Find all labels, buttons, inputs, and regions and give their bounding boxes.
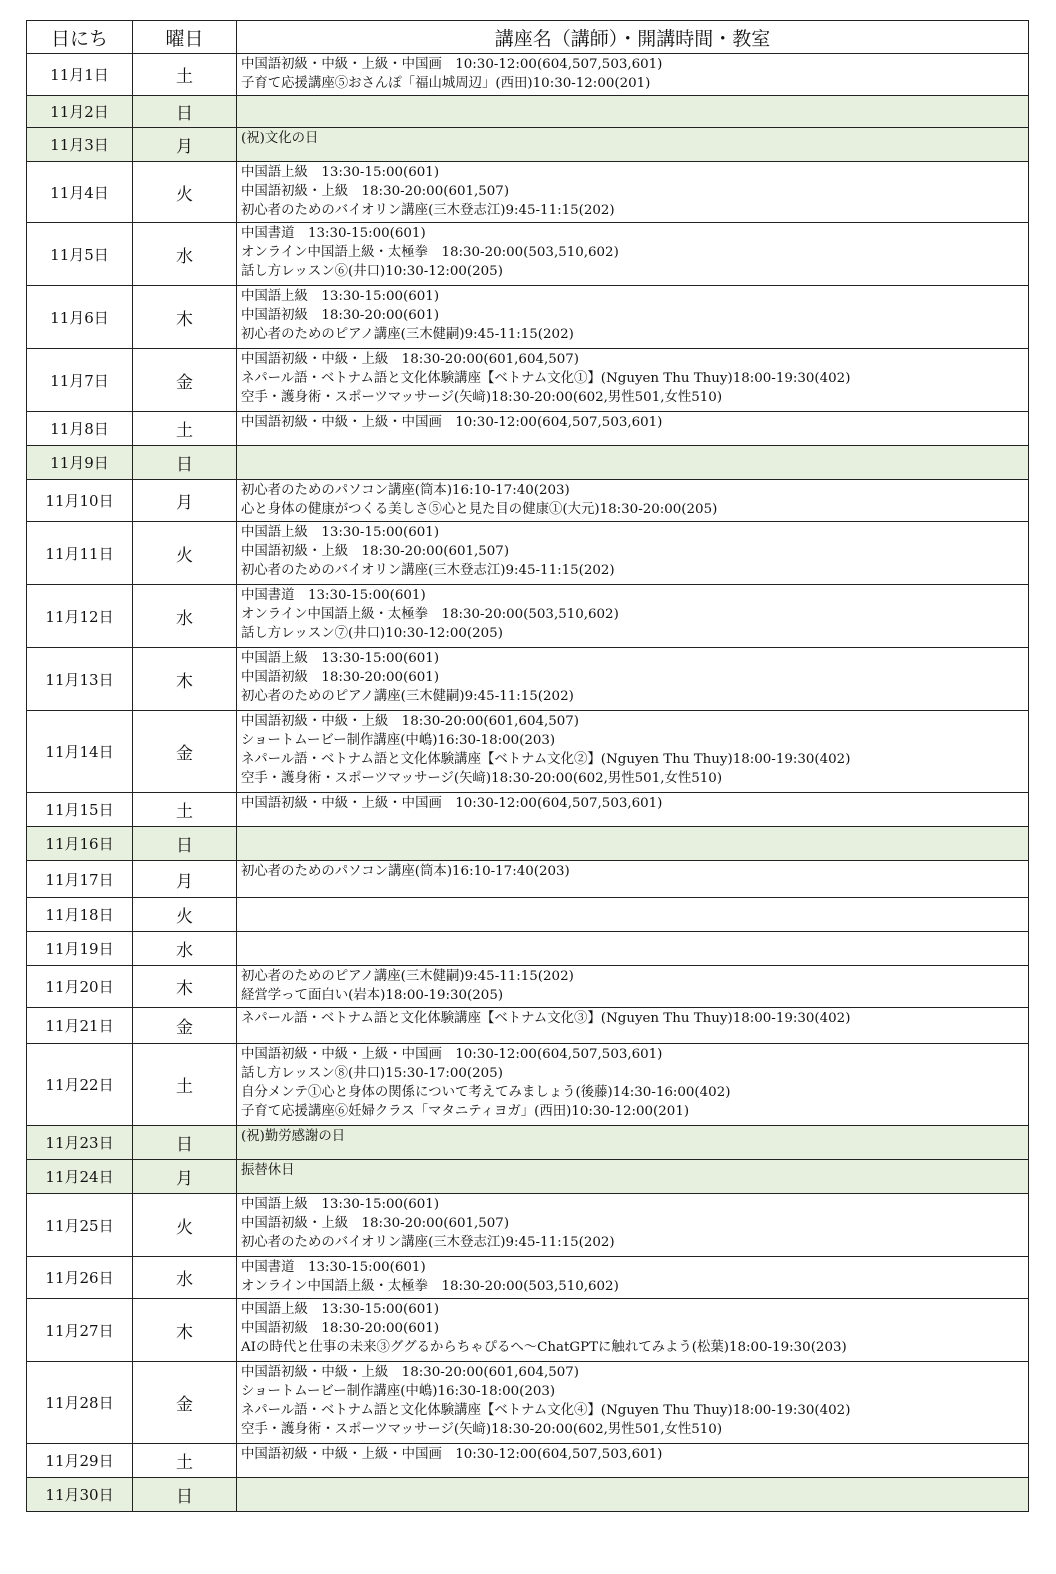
courses-cell [237,1008,1029,1044]
course-entry: 中国語初級・中級・上級・中国画 10:30-12:00(604,507,503,601) [241,796,663,811]
date-cell: 11月21日 [27,1008,133,1044]
courses-cell [237,480,1029,522]
weekday-cell: 木 [133,1299,237,1362]
date-cell: 11月26日 [27,1257,133,1299]
date-cell: 11月22日 [27,1044,133,1126]
course-entry: 初心者のためのパソコン講座(筒本)16:10-17:40(203) [241,483,570,498]
courses-cell [237,128,1029,162]
date-cell: 11月15日 [27,793,133,827]
date-cell: 11月23日 [27,1126,133,1160]
date-cell: 11月24日 [27,1160,133,1194]
date-cell: 11月4日 [27,162,133,223]
courses-cell [237,861,1029,898]
course-entry: 中国語上級 13:30-15:00(601) [241,1197,440,1212]
date-cell: 11月17日 [27,861,133,898]
course-entry: ネパール語・ベトナム語と文化体験講座【ベトナム文化③】(Nguyen Thu Thuy)18:00-19:30(402) [241,1011,851,1026]
date-cell: 11月29日 [27,1444,133,1478]
courses-cell [237,827,1029,861]
weekday-cell: 火 [133,898,237,932]
courses-cell [237,1362,1029,1444]
weekday-cell: 月 [133,861,237,898]
course-entry: 話し方レッスン⑦(井口)10:30-12:00(205) [241,626,503,641]
weekday-cell: 日 [133,96,237,128]
weekday-cell: 金 [133,349,237,412]
schedule-row [27,1299,1029,1362]
courses-cell [237,1444,1029,1478]
course-entry: 中国語初級・中級・上級・中国画 10:30-12:00(604,507,503,601) [241,1047,663,1062]
weekday-cell: 土 [133,412,237,446]
schedule-row [27,522,1029,585]
weekday-cell: 日 [133,1478,237,1512]
course-entry: 中国語初級・中級・上級・中国画 10:30-12:00(604,507,503,601) [241,57,663,72]
schedule-row [27,1194,1029,1257]
weekday-cell: 土 [133,793,237,827]
weekday-cell: 木 [133,966,237,1008]
schedule-row [27,286,1029,349]
date-cell: 11月12日 [27,585,133,648]
schedule-row [27,1160,1029,1194]
date-cell: 11月27日 [27,1299,133,1362]
schedule-row [27,128,1029,162]
schedule-table [26,20,1029,1512]
course-entry: ネパール語・ベトナム語と文化体験講座【ベトナム文化②】(Nguyen Thu Thuy)18:00-19:30(402) [241,752,851,767]
course-entry: 初心者のためのピアノ講座(三木健嗣)9:45-11:15(202) [241,969,574,984]
course-entry: 初心者のためのパソコン講座(筒本)16:10-17:40(203) [241,864,570,879]
weekday-cell: 土 [133,54,237,96]
schedule-row [27,96,1029,128]
schedule-row [27,54,1029,96]
weekday-cell: 水 [133,932,237,966]
date-cell: 11月9日 [27,446,133,480]
date-cell: 11月30日 [27,1478,133,1512]
courses-cell [237,286,1029,349]
date-cell: 11月2日 [27,96,133,128]
schedule-row [27,861,1029,898]
courses-cell [237,1126,1029,1160]
schedule-row [27,1126,1029,1160]
course-entry: ネパール語・ベトナム語と文化体験講座【ベトナム文化④】(Nguyen Thu Thuy)18:00-19:30(402) [241,1403,851,1418]
course-entry: 自分メンテ①心と身体の関係について考えてみましょう(後藤)14:30-16:00(402) [241,1085,731,1100]
schedule-row [27,966,1029,1008]
weekday-column-header: 曜日 [133,21,237,54]
course-entry: 初心者のためのバイオリン講座(三木登志江)9:45-11:15(202) [241,563,615,578]
course-entry: 子育て応援講座⑤おさんぽ「福山城周辺」(西田)10:30-12:00(201) [241,76,651,91]
schedule-row [27,585,1029,648]
course-entry: 中国語上級 13:30-15:00(601) [241,289,440,304]
course-entry: 初心者のためのピアノ講座(三木健嗣)9:45-11:15(202) [241,327,574,342]
course-entry: 中国語上級 13:30-15:00(601) [241,525,440,540]
course-entry: 中国語初級・中級・上級 18:30-20:00(601,604,507) [241,352,580,367]
date-cell: 11月1日 [27,54,133,96]
course-entry: 中国語初級・上級 18:30-20:00(601,507) [241,544,510,559]
course-entry: オンライン中国語上級・太極拳 18:30-20:00(503,510,602) [241,607,619,622]
course-entry: 中国語初級・上級 18:30-20:00(601,507) [241,184,510,199]
schedule-row [27,827,1029,861]
courses-cell [237,1299,1029,1362]
weekday-cell: 土 [133,1044,237,1126]
course-entry: 中国語上級 13:30-15:00(601) [241,1302,440,1317]
weekday-cell: 月 [133,480,237,522]
weekday-cell: 日 [133,1126,237,1160]
date-cell: 11月13日 [27,648,133,711]
schedule-row [27,349,1029,412]
schedule-row [27,162,1029,223]
weekday-cell: 火 [133,522,237,585]
course-entry: 話し方レッスン⑥(井口)10:30-12:00(205) [241,264,503,279]
schedule-row [27,648,1029,711]
course-entry: 中国語初級 18:30-20:00(601) [241,1321,440,1336]
schedule-row [27,1444,1029,1478]
date-cell: 11月3日 [27,128,133,162]
date-cell: 11月8日 [27,412,133,446]
course-entry: 中国語初級 18:30-20:00(601) [241,308,440,323]
courses-cell [237,711,1029,793]
weekday-cell: 月 [133,1160,237,1194]
header-row [27,21,1029,54]
course-entry: 初心者のためのピアノ講座(三木健嗣)9:45-11:15(202) [241,689,574,704]
date-cell: 11月11日 [27,522,133,585]
weekday-cell: 日 [133,446,237,480]
weekday-cell: 金 [133,711,237,793]
courses-cell [237,932,1029,966]
course-entry: 中国語上級 13:30-15:00(601) [241,165,440,180]
courses-cell [237,648,1029,711]
course-entry: ネパール語・ベトナム語と文化体験講座【ベトナム文化①】(Nguyen Thu Thuy)18:00-19:30(402) [241,371,851,386]
courses-cell [237,1194,1029,1257]
course-entry: ショートムービー制作講座(中嶋)16:30-18:00(203) [241,1384,556,1399]
course-entry: 子育て応援講座⑥妊婦クラス「マタニティヨガ」(西田)10:30-12:00(201) [241,1104,690,1119]
course-entry: 中国書道 13:30-15:00(601) [241,588,426,603]
course-entry: 中国語初級・中級・上級・中国画 10:30-12:00(604,507,503,601) [241,415,663,430]
schedule-row [27,793,1029,827]
course-entry: 中国語初級・上級 18:30-20:00(601,507) [241,1216,510,1231]
weekday-cell: 土 [133,1444,237,1478]
courses-cell [237,96,1029,128]
date-cell: 11月10日 [27,480,133,522]
weekday-cell: 火 [133,1194,237,1257]
schedule-row [27,1257,1029,1299]
course-entry: 初心者のためのバイオリン講座(三木登志江)9:45-11:15(202) [241,203,615,218]
course-entry: 空手・護身術・スポーツマッサージ(矢﨑)18:30-20:00(602,男性501,女性510) [241,1422,723,1437]
date-cell: 11月20日 [27,966,133,1008]
courses-cell [237,349,1029,412]
course-entry: ショートムービー制作講座(中嶋)16:30-18:00(203) [241,733,556,748]
course-entry: 中国語初級 18:30-20:00(601) [241,670,440,685]
courses-cell [237,522,1029,585]
weekday-cell: 月 [133,128,237,162]
schedule-body [27,54,1029,1512]
courses-cell [237,1478,1029,1512]
weekday-cell: 木 [133,286,237,349]
course-entry: 中国語上級 13:30-15:00(601) [241,651,440,666]
schedule-row [27,446,1029,480]
date-cell: 11月6日 [27,286,133,349]
date-cell: 11月16日 [27,827,133,861]
course-entry: AIの時代と仕事の未来③ググるからちゃぴるへ～ChatGPTに触れてみよう(松葉)18:00-19:30(203) [241,1340,847,1355]
courses-column-header: 講座名（講師）・開講時間・教室 [237,21,1029,54]
schedule-row [27,480,1029,522]
schedule-row [27,932,1029,966]
course-entry: (祝)文化の日 [241,131,319,146]
course-entry: 中国語初級・中級・上級・中国画 10:30-12:00(604,507,503,601) [241,1447,663,1462]
weekday-cell: 水 [133,1257,237,1299]
schedule-row [27,412,1029,446]
courses-cell [237,585,1029,648]
date-cell: 11月18日 [27,898,133,932]
date-cell: 11月25日 [27,1194,133,1257]
courses-cell [237,223,1029,286]
course-entry: 振替休日 [241,1163,295,1178]
courses-cell [237,1044,1029,1126]
course-entry: オンライン中国語上級・太極拳 18:30-20:00(503,510,602) [241,245,619,260]
schedule-row [27,1044,1029,1126]
course-entry: 経営学って面白い(岩本)18:00-19:30(205) [241,988,504,1003]
courses-cell [237,446,1029,480]
date-column-header: 日にち [27,21,133,54]
weekday-cell: 金 [133,1008,237,1044]
courses-cell [237,793,1029,827]
weekday-cell: 金 [133,1362,237,1444]
courses-cell [237,898,1029,932]
course-entry: 中国語初級・中級・上級 18:30-20:00(601,604,507) [241,714,580,729]
course-entry: (祝)勤労感謝の日 [241,1129,346,1144]
courses-cell [237,1160,1029,1194]
date-cell: 11月19日 [27,932,133,966]
courses-cell [237,54,1029,96]
course-entry: 話し方レッスン⑧(井口)15:30-17:00(205) [241,1066,503,1081]
courses-cell [237,162,1029,223]
weekday-cell: 木 [133,648,237,711]
courses-cell [237,412,1029,446]
date-cell: 11月14日 [27,711,133,793]
weekday-cell: 火 [133,162,237,223]
schedule-row [27,1362,1029,1444]
weekday-cell: 日 [133,827,237,861]
schedule-row [27,898,1029,932]
courses-cell [237,1257,1029,1299]
courses-cell [237,966,1029,1008]
weekday-cell: 水 [133,223,237,286]
weekday-cell: 水 [133,585,237,648]
schedule-row [27,1008,1029,1044]
course-entry: 中国語初級・中級・上級 18:30-20:00(601,604,507) [241,1365,580,1380]
date-cell: 11月28日 [27,1362,133,1444]
course-entry: 心と身体の健康がつくる美しさ⑤心と見た目の健康①(大元)18:30-20:00(205) [241,502,718,517]
course-entry: 空手・護身術・スポーツマッサージ(矢﨑)18:30-20:00(602,男性501,女性510) [241,771,723,786]
date-cell: 11月5日 [27,223,133,286]
schedule-row [27,1478,1029,1512]
schedule-row [27,223,1029,286]
course-entry: 中国書道 13:30-15:00(601) [241,1260,426,1275]
course-entry: オンライン中国語上級・太極拳 18:30-20:00(503,510,602) [241,1279,619,1294]
date-cell: 11月7日 [27,349,133,412]
schedule-row [27,711,1029,793]
course-entry: 空手・護身術・スポーツマッサージ(矢﨑)18:30-20:00(602,男性501,女性510) [241,390,723,405]
course-entry: 初心者のためのバイオリン講座(三木登志江)9:45-11:15(202) [241,1235,615,1250]
course-entry: 中国書道 13:30-15:00(601) [241,226,426,241]
